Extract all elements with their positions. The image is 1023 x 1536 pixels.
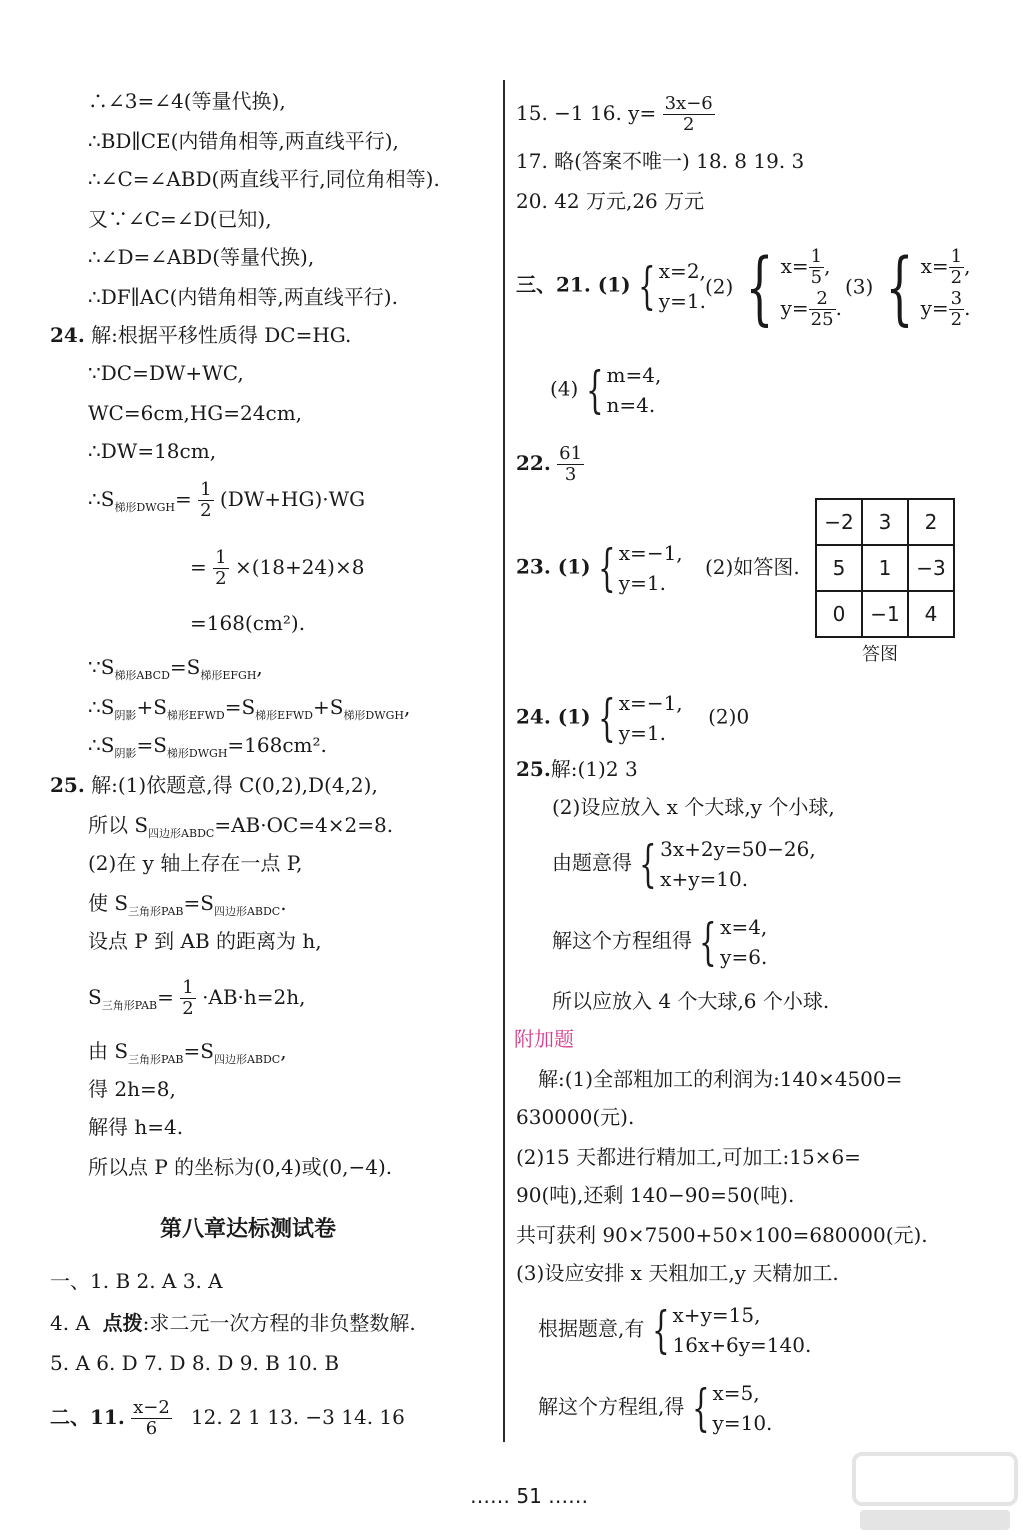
fraction: $\frac{1}{2}$	[200, 479, 212, 521]
hint-label: 点拨	[102, 1311, 143, 1335]
area-calc: = $\frac{1}{2}$ ×(18+24)×8	[190, 547, 365, 589]
proof-line: (2)在 y 轴上存在一点 P,	[88, 851, 303, 875]
chapter-title: 第八章达标测试卷	[160, 1217, 337, 1242]
proof-line: 90(吨),还剩 140−90=50(吨).	[516, 1183, 795, 1207]
answer-line: 二、11. $\frac{x-2}{6}$ 12. 2 1 13. −3 14. 16	[50, 1397, 405, 1439]
answer-23-2: (2)如答图.	[705, 555, 800, 579]
fraction: $\frac{61}{3}$	[559, 443, 583, 485]
proof-line: 所以 $S_{四边形ABDC}=AB\cdot OC=4\times 2=8$.	[88, 813, 394, 840]
grid-row	[816, 545, 954, 591]
question-24	[50, 322, 351, 348]
equation-system: { x= $\frac{1}{5}$ , y= $\frac{2}{25}$ .	[745, 241, 842, 334]
answer-line: 15. −1 16. y= $\frac{3x-6}{2}$	[516, 93, 713, 135]
answer-line: 4. A 点拨:求二元一次方程的非负整数解.	[50, 1311, 416, 1335]
fraction: $\frac{3x-6}{2}$	[664, 93, 713, 135]
answer-line: 20. 42 万元,26 万元	[516, 189, 705, 213]
proof-line: ∵DC=DW+WC,	[88, 361, 244, 385]
equation-system: { x=5, y=10.	[691, 1379, 773, 1437]
grid-cell: 4	[908, 591, 954, 637]
answer-text: 解:根据平移性质得 DC=HG.	[91, 323, 352, 347]
proof-line: (2)15 天都进行精加工,可加工:15×6=	[516, 1145, 861, 1169]
proof-line: 所以应放入 4 个大球,6 个小球.	[552, 989, 830, 1013]
proof-line: 共可获利 90×7500+50×100=680000(元).	[516, 1223, 928, 1247]
proof-line: $\because S_{梯形ABCD}=S_{梯形EFGH}$,	[88, 655, 263, 682]
equation-system: { x=−1, y=1.	[598, 539, 683, 597]
proof-line: ∴∠3=∠4(等量代换),	[88, 89, 286, 113]
area-result: =168(cm²).	[190, 611, 306, 635]
equation-system: { x=2, y=1.	[638, 257, 706, 315]
answer-24: 24. (1) { x=−1, y=1. (2)0	[516, 689, 750, 747]
proof-line: WC=6cm,HG=24cm,	[88, 401, 303, 425]
column-divider	[503, 80, 505, 1442]
figure-caption: 答图	[862, 644, 898, 665]
proof-line: ∴DF∥AC(内错角相等,两直线平行).	[88, 285, 398, 309]
area-formula: $\therefore S_{梯形DWGH}=$ $\frac{1}{2}$ (DW+HG)·WG	[88, 479, 366, 521]
grid-cell: −1	[862, 591, 908, 637]
grid-row	[816, 591, 954, 637]
answer-21-2: (2) { x= $\frac{1}{5}$ , y= $\frac{2}{25}$ .	[705, 241, 842, 334]
question-number: 25.	[50, 773, 85, 797]
watermark-logo	[850, 1450, 1020, 1536]
answer-25: 25.解:(1)2 3	[516, 757, 638, 781]
proof-line: $\therefore S_{阴影}+S_{梯形EFWD}=S_{梯形EFWD}+S_{梯形DWGH}$,	[88, 695, 411, 722]
equation-system: { x=4, y=6.	[699, 913, 768, 971]
equation-system: { x=−1, y=1.	[598, 689, 683, 747]
equation-system: { x+y=15, 16x+6y=140.	[651, 1301, 812, 1359]
grid-row	[816, 499, 954, 545]
grid-cell: 2	[908, 499, 954, 545]
proof-line: 又∵∠C=∠D(已知),	[88, 207, 272, 231]
proof-line: 由 $S_{三角形PAB}=S_{四边形ABDC}$,	[88, 1039, 287, 1066]
equation-system: { 3x+2y=50−26, x+y=10.	[639, 835, 816, 893]
proof-line: 解:(1)全部粗加工的利润为:140×4500=	[538, 1067, 903, 1091]
proof-line: (3)设应安排 x 天粗加工,y 天精加工.	[516, 1261, 839, 1285]
grid-cell: −3	[908, 545, 954, 591]
answer-22: 22. $\frac{61}{3}$	[516, 443, 583, 485]
proof-line: 由题意得 { 3x+2y=50−26, x+y=10.	[552, 835, 816, 893]
proof-line: 根据题意,有 { x+y=15, 16x+6y=140.	[538, 1301, 812, 1359]
answer-text: 解:(1)依题意,得 C(0,2),D(4,2),	[91, 773, 378, 797]
magic-square-grid	[815, 498, 955, 638]
question-25	[50, 772, 378, 798]
proof-line: 解这个方程组,得 { x=5, y=10.	[538, 1379, 773, 1437]
grid-cell: 5	[816, 545, 862, 591]
answer-21-3: (3) { x= $\frac{1}{2}$ , y= $\frac{3}{2}$ .	[845, 241, 971, 334]
answer-line: 一、1. B 2. A 3. A	[50, 1269, 223, 1293]
proof-line: $S_{三角形PAB}=$ $\frac{1}{2}$ ·AB·h=2h,	[88, 977, 306, 1019]
proof-line: ∴∠C=∠ABD(两直线平行,同位角相等).	[88, 167, 440, 191]
proof-line: (2)设应放入 x 个大球,y 个小球,	[552, 795, 835, 819]
answer-21-4: (4) { m=4, n=4.	[550, 361, 662, 419]
proof-line: $\therefore S_{阴影}=S_{梯形DWGH}=168cm^2$.	[88, 733, 327, 760]
fraction: $\frac{1}{2}$	[182, 977, 194, 1019]
proof-line: ∴DW=18cm,	[88, 439, 217, 463]
equation-system: { x= $\frac{1}{2}$ , y= $\frac{3}{2}$ .	[885, 241, 971, 334]
proof-line: 所以点 P 的坐标为(0,4)或(0,−4).	[88, 1155, 393, 1179]
page-number: …… 51 ……	[470, 1484, 589, 1508]
proof-line: 630000(元).	[516, 1105, 635, 1129]
fraction: $\frac{x-2}{6}$	[133, 1397, 170, 1439]
proof-line: 使 $S_{三角形PAB}=S_{四边形ABDC}$.	[88, 891, 287, 918]
proof-line: 设点 P 到 AB 的距离为 h,	[88, 929, 322, 953]
proof-line: ∴BD∥CE(内错角相等,两直线平行),	[88, 129, 399, 153]
question-number: 24.	[50, 323, 85, 347]
proof-line: 解这个方程组得 { x=4, y=6.	[552, 913, 768, 971]
answer-23: 23. (1) { x=−1, y=1.	[516, 539, 683, 597]
equation-system: { m=4, n=4.	[585, 361, 662, 419]
grid-cell: 0	[816, 591, 862, 637]
proof-line: 得 2h=8,	[88, 1077, 176, 1101]
proof-line: 解得 h=4.	[88, 1115, 184, 1139]
extra-section-title: 附加题	[514, 1027, 574, 1051]
grid-cell: 3	[862, 499, 908, 545]
answer-line: 5. A 6. D 7. D 8. D 9. B 10. B	[50, 1351, 340, 1375]
grid-cell: −2	[816, 499, 862, 545]
proof-line: ∴∠D=∠ABD(等量代换),	[88, 245, 315, 269]
answer-21: 三、21. (1) { x=2, y=1.	[516, 257, 706, 315]
grid-cell: 1	[862, 545, 908, 591]
fraction: $\frac{1}{2}$	[215, 547, 227, 589]
answer-line: 17. 略(答案不唯一) 18. 8 19. 3	[516, 149, 805, 173]
